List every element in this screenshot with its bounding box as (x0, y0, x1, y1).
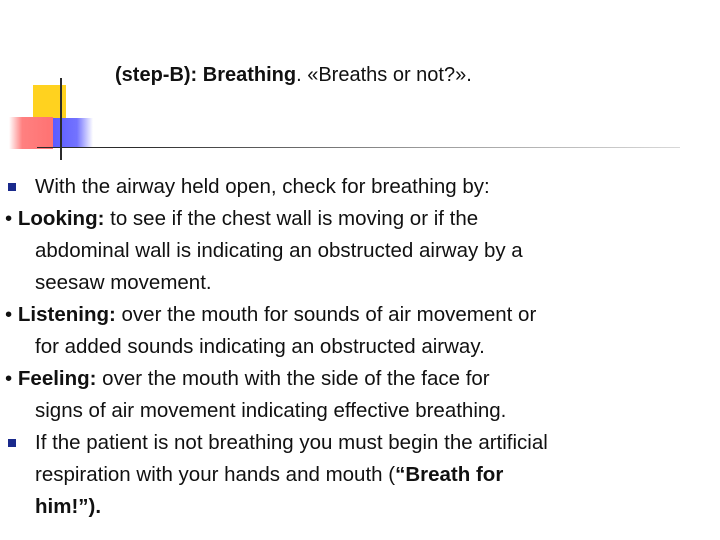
item-continuation: abdominal wall is indicating an obstructed airway by a (35, 239, 523, 262)
final-text-line1: If the patient is not breathing you must begin the artificial (35, 431, 548, 454)
slide-title-rest: . «Breaths or not?». (296, 64, 472, 86)
list-item-feeling (5, 363, 715, 427)
title-divider-line (37, 147, 680, 148)
item-text: over the mouth for sounds of air movement or (115, 303, 537, 326)
list-item-first-line (5, 299, 715, 331)
decor-blue-square (53, 118, 93, 148)
list-item-looking (5, 203, 715, 299)
item-continuation: for added sounds indicating an obstructed airway. (35, 335, 485, 358)
dot-bullet: • (5, 367, 13, 390)
final-quote-end: him!”). (35, 495, 102, 518)
item-label: Looking: (17, 207, 105, 230)
list-item-first-line (5, 363, 715, 395)
item-text: over the mouth with the side of the face for (96, 367, 490, 390)
slide-title (115, 61, 472, 89)
item-label: Feeling: (17, 367, 97, 390)
final-text-line2 (5, 459, 715, 491)
list-item-listening (5, 299, 715, 363)
intro-paragraph (5, 171, 715, 203)
slide-title-bold: (step-B): Breathing (115, 64, 297, 86)
final-quote: “Breath for (395, 463, 504, 486)
list-item-first-line (5, 203, 715, 235)
final-text-line3 (5, 491, 715, 523)
decor-red-square (9, 117, 53, 149)
item-continuation: seesaw movement. (35, 271, 212, 294)
dot-bullet: • (5, 207, 13, 230)
slide-body (5, 171, 715, 523)
square-bullet-icon (8, 439, 16, 447)
item-label: Listening: (17, 303, 116, 326)
final-paragraph (5, 427, 715, 523)
intro-text: With the airway held open, check for breathing by: (35, 175, 490, 198)
final-text: respiration with your hands and mouth ( (35, 463, 396, 486)
dot-bullet: • (5, 303, 13, 326)
square-bullet-icon (8, 183, 16, 191)
item-continuation: signs of air movement indicating effective breathing. (35, 399, 507, 422)
item-text: to see if the chest wall is moving or if the (104, 207, 479, 230)
